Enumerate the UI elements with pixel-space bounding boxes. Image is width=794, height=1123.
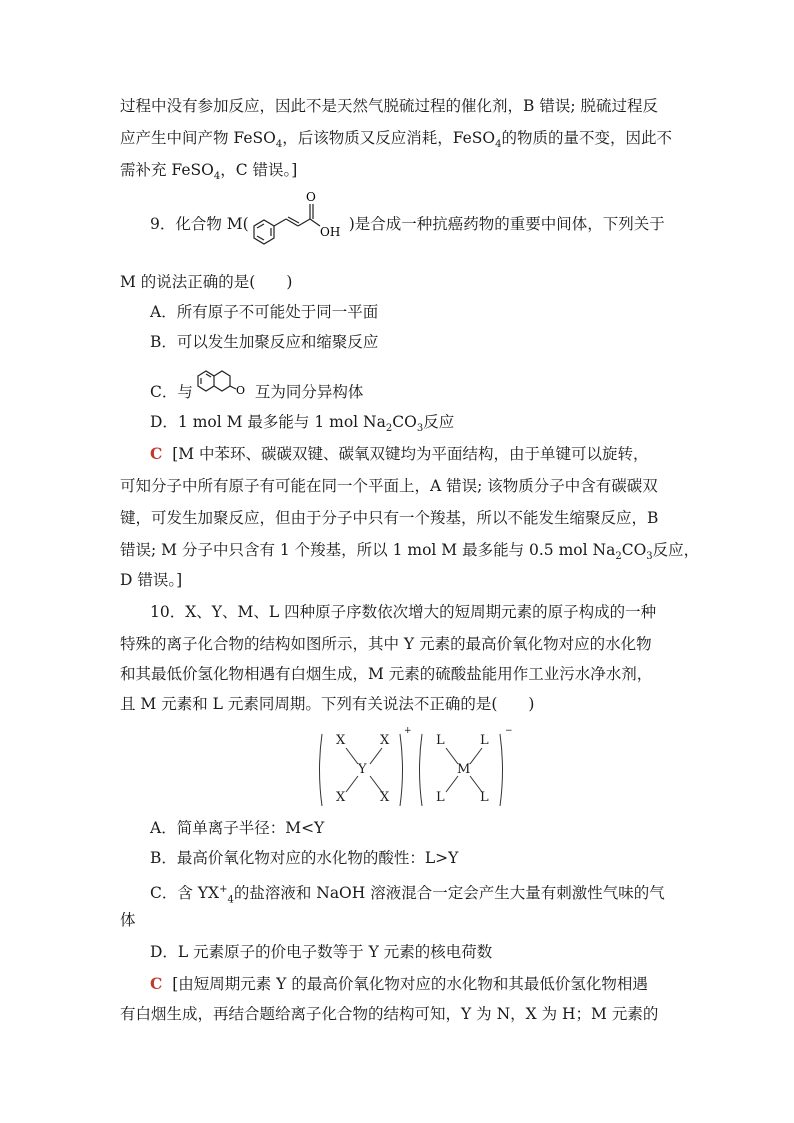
q9-explanation-4: 错误; M 分子中只含有 1 个羧基，所以 1 mol M 最多能与 0.5 mol $Na_2CO_3$反应， <box>120 541 700 563</box>
mol-o-label: O <box>306 190 316 204</box>
anion-atom-center: M <box>457 762 471 777</box>
prev-line-2: 应产生中间产物 FeSO$_4$，后该物质又反应消耗，FeSO$_4$的物质的量不变，因此不 <box>120 129 673 151</box>
cation-right-bracket <box>400 734 403 806</box>
q9-stem-cont: M 的说法正确的是( ) <box>120 273 293 291</box>
anion-charge: − <box>505 726 513 736</box>
q10-stem-3: 和其最低价氢化物相遇有白烟生成，M 元素的硫酸盐能用作工业污水净水剂， <box>120 665 653 683</box>
q10-explanation-1: C [由短周期元素 Y 的最高价氧化物对应的水化物和其最低价氢化物相遇 <box>150 974 648 993</box>
prev-line-1: 过程中没有参加反应，因此不是天然气脱硫过程的催化剂，B 错误; 脱硫过程反 <box>120 97 658 115</box>
cinnamic-acid-structure <box>242 186 362 256</box>
q10-stem-4: 且 M 元素和 L 元素同周期。下列有关说法不正确的是( ) <box>120 695 535 713</box>
q9-explanation-3: 键，可发生加聚反应，但由于分子中只有一个羧基，所以不能发生缩聚反应，B <box>120 509 659 527</box>
q10-stem-2: 特殊的离子化合物的结构如图所示，其中 Y 元素的最高价氧化物对应的水化物 <box>120 635 652 653</box>
mol-oh-label: OH <box>320 225 341 239</box>
q9-option-c: C．与 互为同分异构体 <box>150 383 364 401</box>
q9-option-a: A．所有原子不可能处于同一平面 <box>150 303 379 321</box>
anion-atom-tr: L <box>480 733 489 748</box>
q9-explanation-5: D 错误。] <box>120 571 183 589</box>
cation-left-bracket <box>320 734 323 806</box>
anion-atom-tl: L <box>436 733 445 748</box>
q10-option-b: B．最高价氧化物对应的水化物的酸性：L>Y <box>150 849 459 867</box>
q9-explanation-1: C [M 中苯环、碳碳双键、碳氧双键均为平面结构，由于单键可以旋转， <box>150 444 649 463</box>
q9-answer: C <box>150 444 163 463</box>
q10-option-d: D．L 元素原子的价电子数等于 Y 元素的核电荷数 <box>150 943 493 961</box>
cation-atom-bl: X <box>336 790 346 805</box>
q10-explanation-2: 有白烟生成，再结合题给离子化合物的结构可知，Y 为 N，X 为 H；M 元素的 <box>120 1005 659 1023</box>
q9-option-b: B．可以发生加聚反应和缩聚反应 <box>150 333 379 351</box>
q10-stem-1: 10．X、Y、M、L 四种原子序数依次增大的短周期元素的原子构成的一种 <box>150 603 657 621</box>
coumarin-o-label: O <box>236 384 246 397</box>
coumarin-structure <box>194 364 258 398</box>
cation-atom-br: X <box>380 790 390 805</box>
q10-option-a: A．简单离子半径：M<Y <box>150 819 325 837</box>
q10-answer: C <box>150 974 163 993</box>
prev-line-3: 需补充 FeSO$_4$，C 错误。] <box>120 161 298 183</box>
cation-atom-tl: X <box>336 733 346 748</box>
q9-option-d: D．1 mol M 最多能与 1 mol $Na_2CO_3$反应 <box>150 413 455 435</box>
cation-charge: + <box>404 726 412 736</box>
cation-atom-center: Y <box>358 762 367 777</box>
q9-stem: 9．化合物 M( )是合成一种抗癌药物的重要中间体，下列关于 <box>150 215 665 233</box>
anion-right-bracket <box>500 734 503 806</box>
q9-explanation-2: 可知分子中所有原子有可能在同一个平面上，A 错误; 该物质分子中含有碳碳双 <box>120 477 658 495</box>
anion-atom-br: L <box>480 790 489 805</box>
cation-atom-tr: X <box>380 733 390 748</box>
anion-left-bracket <box>420 734 423 806</box>
anion-atom-bl: L <box>436 790 445 805</box>
q10-option-c-cont: 体 <box>120 911 136 929</box>
q10-option-c: C．含 $YX^+_4$的盐溶液和 NaOH 溶液混合一定会产生大量有刺激性气味的气 <box>150 884 665 906</box>
